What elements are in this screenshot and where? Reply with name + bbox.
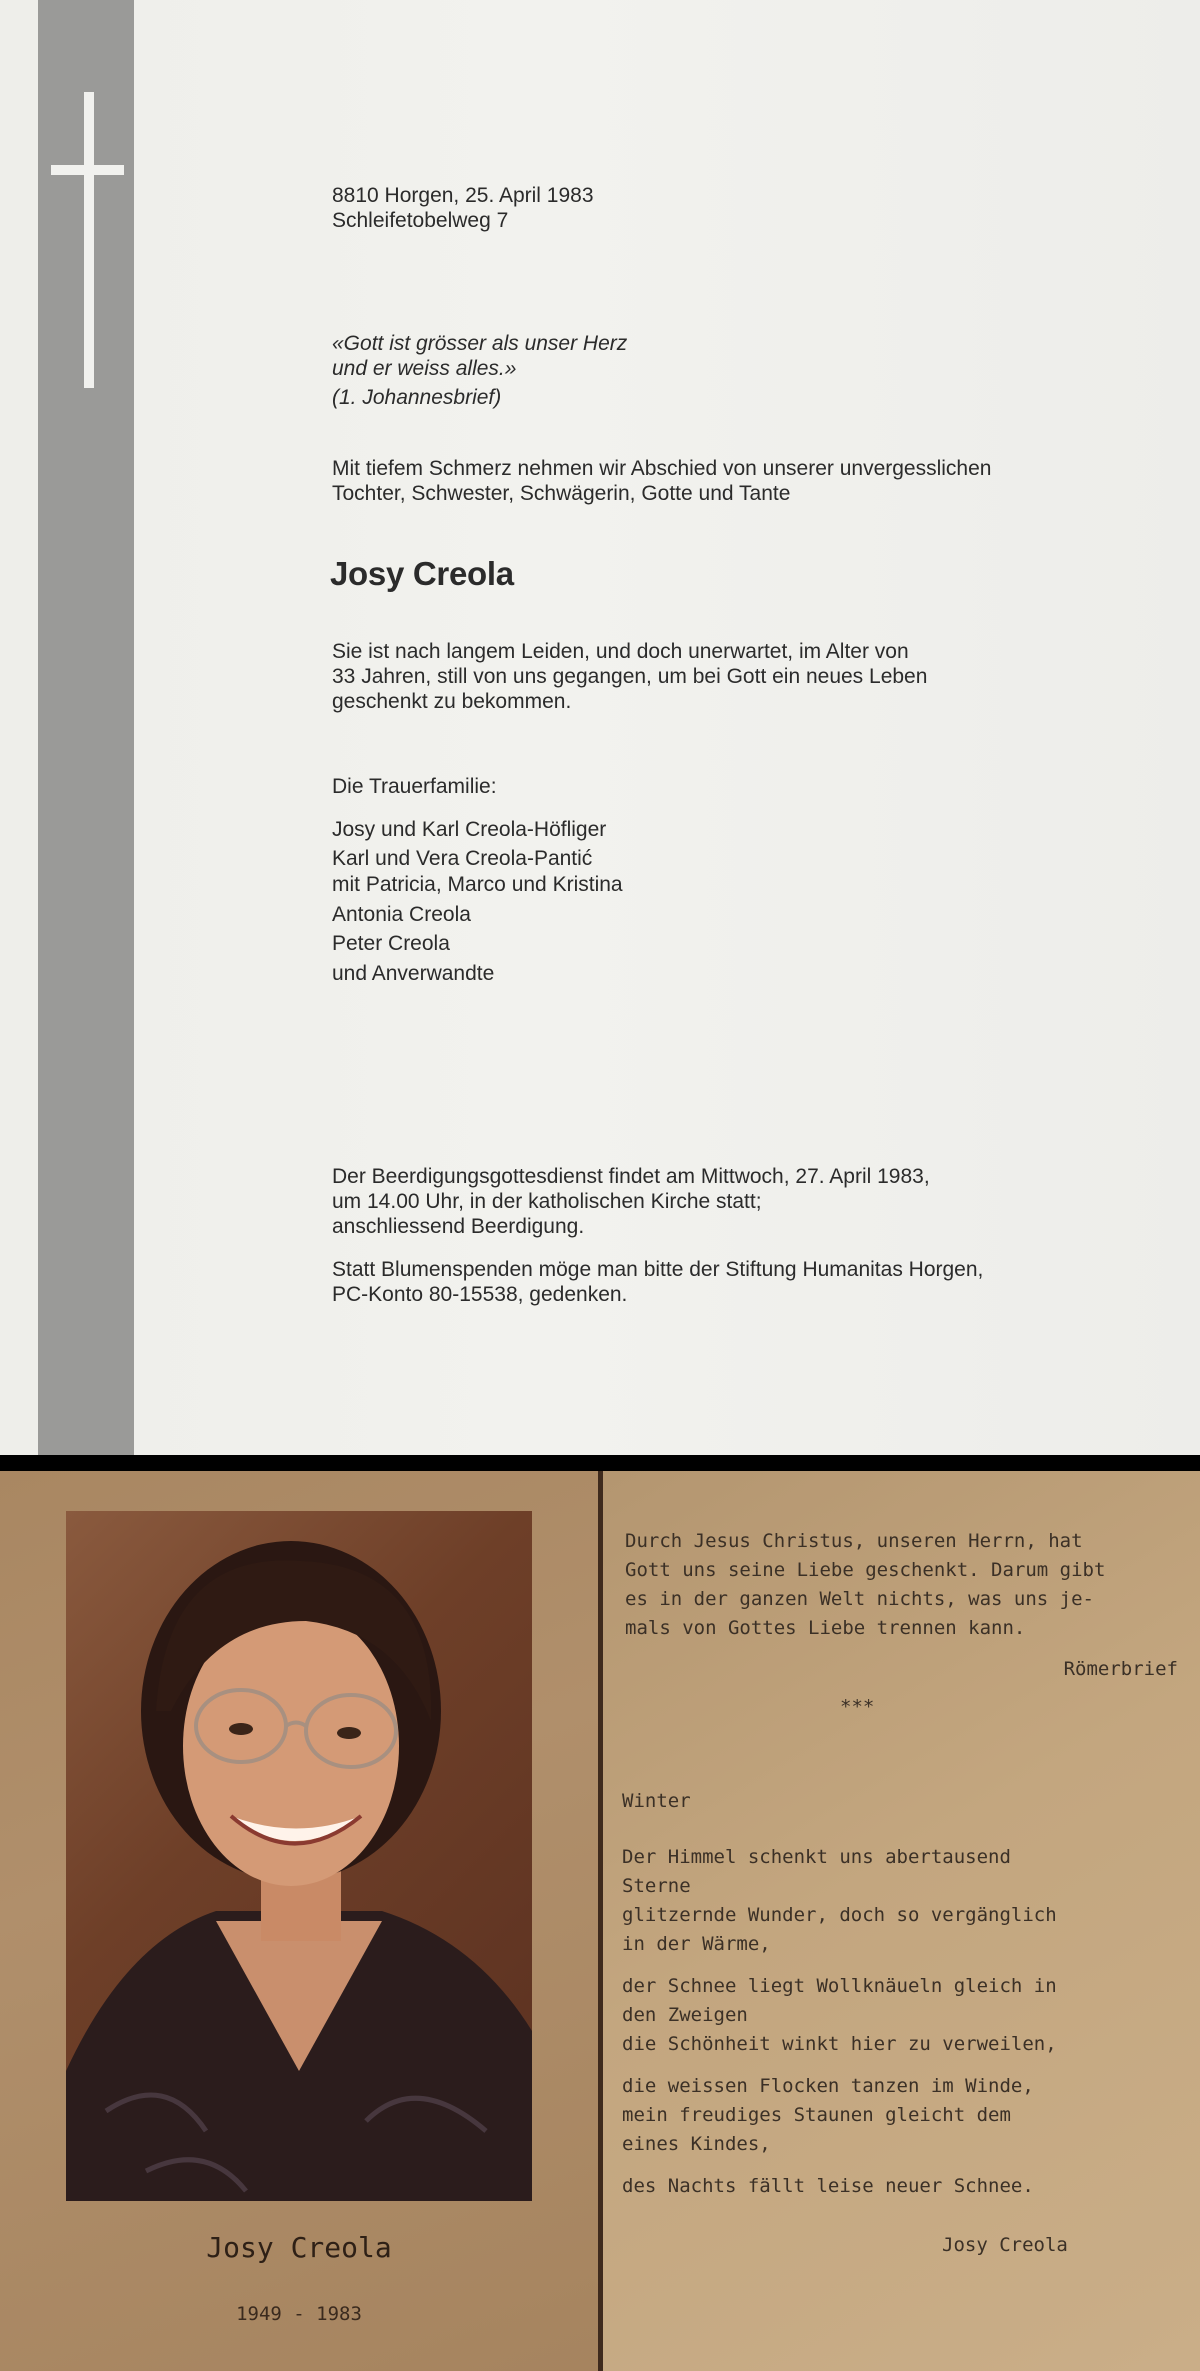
poem-line: glitzernde Wunder, doch so vergänglich — [622, 1904, 1057, 1926]
family-member: Antonia Creola — [332, 903, 471, 926]
family-member: Josy und Karl Creola-Höfliger — [332, 818, 607, 841]
separator: *** — [840, 1696, 875, 1718]
card-years: 1949 - 1983 — [236, 2303, 362, 2325]
service-text: Der Beerdigungsgottesdienst findet am Mittwoch, 27. April 1983, — [332, 1165, 930, 1188]
verse-line: Durch Jesus Christus, unseren Herrn, hat — [625, 1530, 1083, 1552]
poem-author: Josy Creola — [942, 2234, 1068, 2256]
address-street: Schleifetobelweg 7 — [332, 209, 509, 232]
poem-line: die weissen Flocken tanzen im Winde, — [622, 2075, 1034, 2097]
cross-icon — [84, 92, 94, 388]
service-text: anschliessend Beerdigung. — [332, 1215, 585, 1238]
family-heading: Die Trauerfamilie: — [332, 775, 497, 798]
poem-line: Der Himmel schenkt uns abertausend — [622, 1846, 1011, 1868]
intro-line: Tochter, Schwester, Schwägerin, Gotte und Tante — [332, 482, 791, 505]
verse-line: es in der ganzen Welt nichts, was uns je- — [625, 1588, 1094, 1610]
memorial-card — [0, 1471, 1200, 2371]
poem-line: den Zweigen — [622, 2004, 748, 2026]
death-text: Sie ist nach langem Leiden, und doch unerwartet, im Alter von — [332, 640, 909, 663]
death-text: geschenkt zu bekommen. — [332, 690, 572, 713]
death-text: 33 Jahren, still von uns gegangen, um bei Gott ein neues Leben — [332, 665, 928, 688]
card-name: Josy Creola — [206, 2231, 392, 2264]
poem-line: mein freudiges Staunen gleicht dem — [622, 2104, 1011, 2126]
poem-line: eines Kindes, — [622, 2133, 771, 2155]
service-text: um 14.00 Uhr, in der katholischen Kirche statt; — [332, 1190, 762, 1213]
donation-text: Statt Blumenspenden möge man bitte der Stiftung Humanitas Horgen, — [332, 1258, 984, 1281]
portrait-photo — [66, 1511, 532, 2201]
poem-line: des Nachts fällt leise neuer Schnee. — [622, 2175, 1034, 2197]
verse-line: mals von Gottes Liebe trennen kann. — [625, 1617, 1026, 1639]
cross-icon-bar — [51, 165, 124, 175]
intro-line: Mit tiefem Schmerz nehmen wir Abschied von unserer unvergesslichen — [332, 457, 992, 480]
verse-source: Römerbrief — [1063, 1658, 1178, 1680]
quote-source: (1. Johannesbrief) — [332, 386, 502, 409]
family-member: mit Patricia, Marco und Kristina — [332, 873, 623, 896]
deceased-name: Josy Creola — [330, 555, 514, 592]
quote-line: und er weiss alles.» — [332, 357, 517, 380]
poem-line: in der Wärme, — [622, 1933, 771, 1955]
poem-title: Winter — [622, 1790, 691, 1812]
poem-line: die Schönheit winkt hier zu verweilen, — [622, 2033, 1057, 2055]
address-line: 8810 Horgen, 25. April 1983 — [332, 184, 594, 207]
verse-line: Gott uns seine Liebe geschenkt. Darum gibt — [625, 1559, 1106, 1581]
family-member: Karl und Vera Creola-Pantić — [332, 847, 593, 870]
donation-text: PC-Konto 80-15538, gedenken. — [332, 1283, 628, 1306]
poem-line: der Schnee liegt Wollknäueln gleich in — [622, 1975, 1057, 1997]
quote-line: «Gott ist grösser als unser Herz — [332, 332, 628, 355]
family-member: und Anverwandte — [332, 962, 495, 985]
poem-line: Sterne — [622, 1875, 691, 1897]
family-member: Peter Creola — [332, 932, 450, 955]
